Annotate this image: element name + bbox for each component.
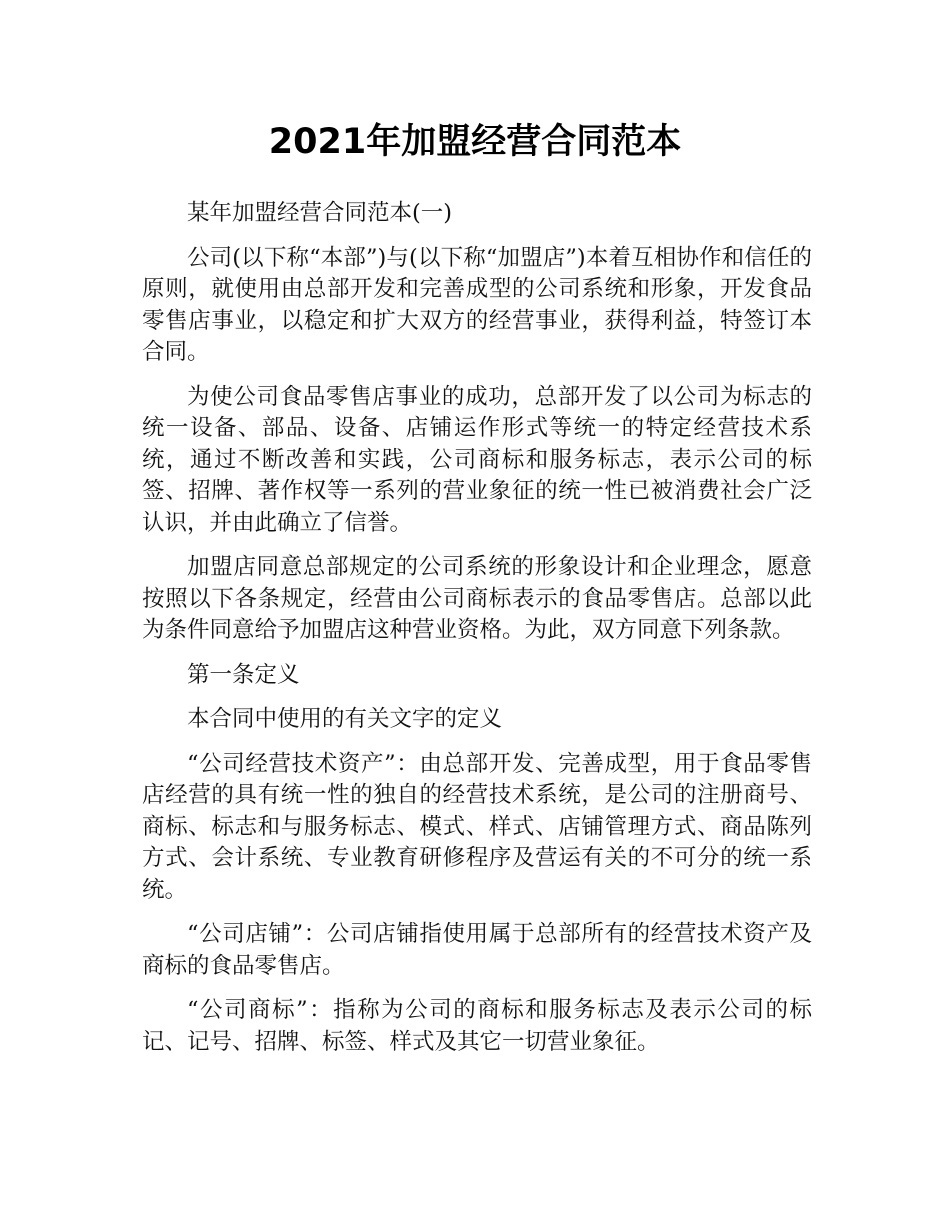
paragraph-preamble: 公司(以下称“本部”)与(以下称“加盟店”)本着互相协作和信任的原则，就使用由总部开发和完善成型的公司系统和形象，开发食品零售店事业，以稳定和扩大双方的经营事业，获得利益，特签订本合同。: [142, 244, 812, 365]
document-title: 2021年加盟经营合同范本: [268, 122, 682, 162]
paragraph-background: 为使公司食品零售店事业的成功，总部开发了以公司为标志的统一设备、部品、设备、店铺运作形式等统一的特定经营技术系统，通过不断改善和实践，公司商标和服务标志，表示公司的标签、招牌、著作权等一系列的营业象征的统一性已被消费社会广泛认识，并由此确立了信誉。: [142, 383, 812, 536]
document-body: [142, 198, 812, 1071]
article-heading: 第一条定义: [187, 661, 300, 688]
paragraph-subtitle: 某年加盟经营合同范本(一): [187, 200, 453, 226]
definition-technical-assets: “公司经营技术资产”：由总部开发、完善成型，用于食品零售店经营的具有统一性的独自的经营技术系统，是公司的注册商号、商标、标志和与服务标志、模式、样式、店铺管理方式、商品陈列方式、会计系统、专业教育研修程序及营运有关的不可分的统一系统。: [142, 750, 812, 903]
definition-company-store: “公司店铺”：公司店铺指使用属于总部所有的经营技术资产及商标的食品零售店。: [142, 921, 812, 979]
definition-company-trademark: “公司商标”：指称为公司的商标和服务标志及表示公司的标记、记号、招牌、标签、样式及其它一切营业象征。: [142, 997, 812, 1055]
paragraph-definitions-intro: 本合同中使用的有关文字的定义: [187, 706, 503, 732]
paragraph-agreement: 加盟店同意总部规定的公司系统的形象设计和企业理念，愿意按照以下各条规定，经营由公司商标表示的食品零售店。总部以此为条件同意给予加盟店这种营业资格。为此，双方同意下列条款。: [142, 554, 812, 643]
